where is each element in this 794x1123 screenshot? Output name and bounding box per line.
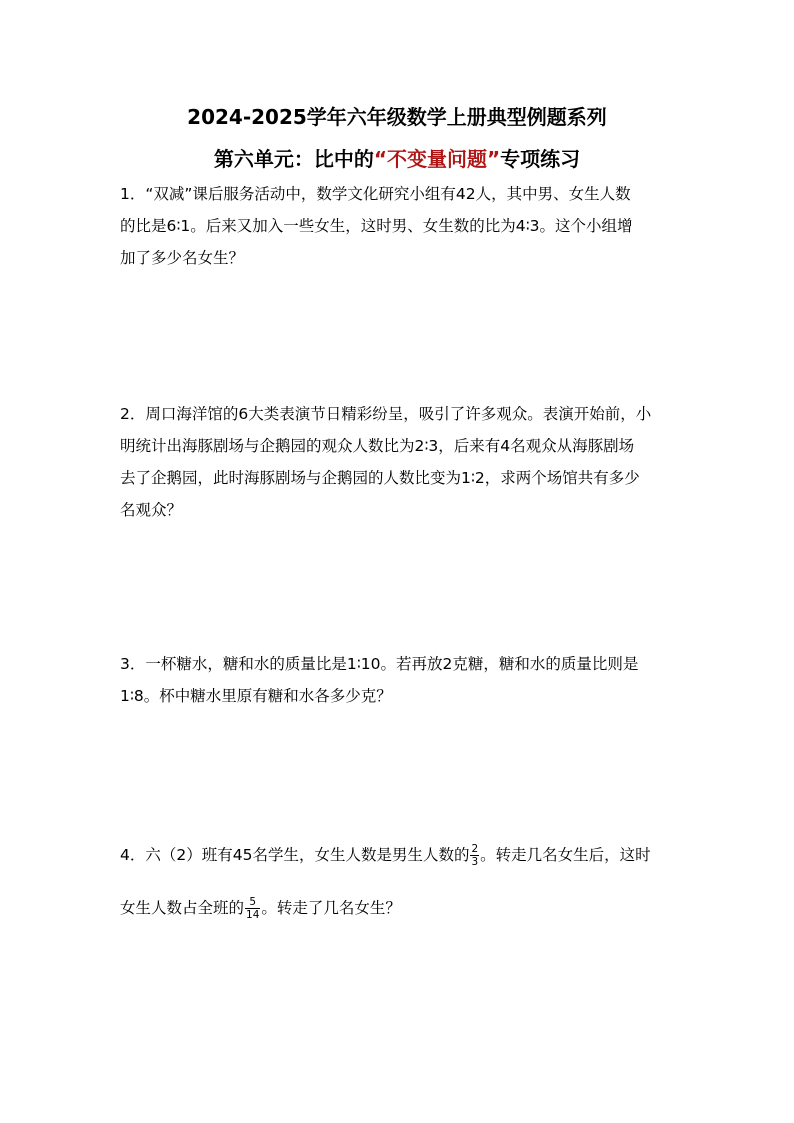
question-3-line-2: 1∶8。杯中糖水里原有糖和水各多少克？ [120, 687, 392, 705]
question-2 [120, 398, 680, 526]
fraction-two-thirds [470, 843, 479, 868]
question-1-line-1: 1．“双减”课后服务活动中，数学文化研究小组有42人，其中男、女生人数 [120, 185, 631, 203]
subtitle-suffix: 专项练习 [500, 147, 581, 171]
subtitle-highlight: “不变量问题” [373, 147, 501, 171]
fraction-numerator: 2 [471, 843, 479, 855]
question-2-line-4: 名观众？ [120, 501, 183, 519]
fraction-five-fourteenths [245, 896, 260, 921]
fraction-denominator: 14 [246, 909, 260, 921]
fraction-denominator: 3 [471, 856, 479, 868]
question-4-text-3: 女生人数占全班的 [120, 899, 245, 917]
question-2-line-3: 去了企鹅园，此时海豚剧场与企鹅园的人数比变为1∶2，求两个场馆共有多少 [120, 469, 640, 487]
question-1 [120, 178, 680, 274]
question-2-line-1: 2．周口海洋馆的6大类表演节日精彩纷呈，吸引了许多观众。表演开始前，小 [120, 405, 652, 423]
question-1-line-2: 的比是6∶1。后来又加入一些女生，这时男、女生数的比为4∶3。这个小组增 [120, 217, 633, 235]
fraction-numerator: 5 [245, 896, 260, 909]
question-3-line-1: 3．一杯糖水，糖和水的质量比是1∶10。若再放2克糖，糖和水的质量比则是 [120, 655, 639, 673]
subtitle-prefix: 第六单元：比中的 [213, 147, 374, 171]
question-2-line-2: 明统计出海豚剧场与企鹅园的观众人数比为2∶3，后来有4名观众从海豚剧场 [120, 437, 635, 455]
question-4-text-4: 。转走了几名女生？ [261, 899, 401, 917]
question-4-text-2: 。转走几名女生后，这时 [480, 846, 651, 864]
page-subtitle [0, 146, 794, 172]
question-4-line-2 [120, 882, 680, 934]
question-4 [120, 836, 680, 934]
page-title: 2024-2025学年六年级数学上册典型例题系列 [187, 105, 607, 129]
question-4-line-1 [120, 836, 680, 874]
question-1-line-3: 加了多少名女生？ [120, 249, 245, 267]
question-3 [120, 648, 680, 712]
question-4-text-1: 4．六（2）班有45名学生，女生人数是男生人数的 [120, 846, 470, 864]
